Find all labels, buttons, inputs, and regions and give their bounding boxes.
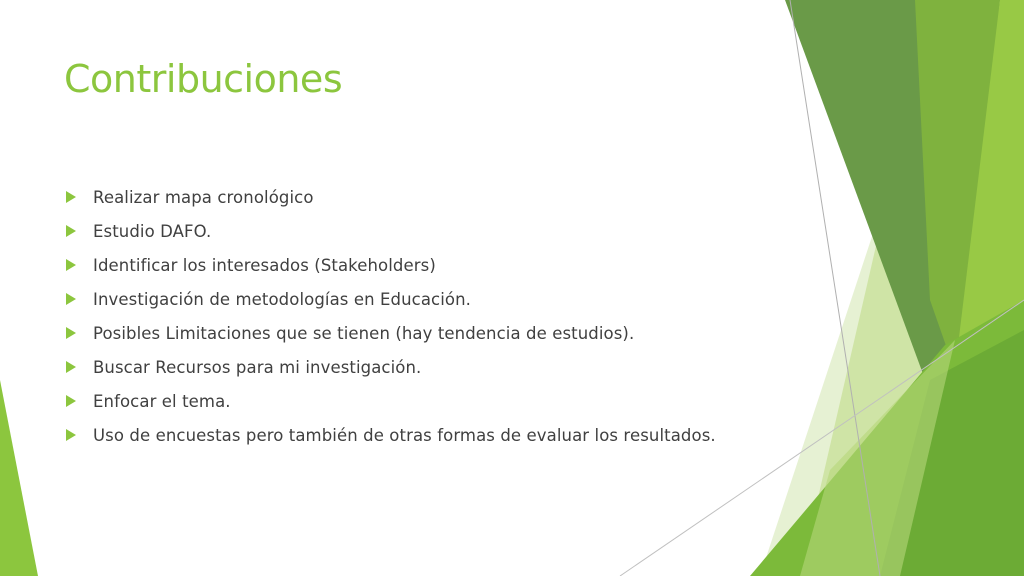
bullet-text: Estudio DAFO. (93, 221, 212, 241)
triangle-right-icon (66, 191, 76, 203)
bullet-text: Realizar mapa cronológico (93, 187, 314, 207)
bullet-text: Identificar los interesados (Stakeholders) (93, 255, 436, 275)
left-green-sliver (0, 380, 38, 576)
bullet-item (64, 418, 764, 452)
triangle-right-icon (66, 361, 76, 373)
triangle-right-icon (66, 259, 76, 271)
triangle-right-icon (66, 327, 76, 339)
slide-title: Contribuciones (64, 57, 343, 101)
triangle-right-icon (66, 225, 76, 237)
bullet-text: Buscar Recursos para mi investigación. (93, 357, 422, 377)
bullet-item (64, 248, 764, 282)
triangle-right-icon (66, 395, 76, 407)
bullet-text: Investigación de metodologías en Educación. (93, 289, 471, 309)
bullet-item (64, 214, 764, 248)
bullet-item (64, 180, 764, 214)
triangle-right-icon (66, 429, 76, 441)
bullet-text: Posibles Limitaciones que se tienen (hay tendencia de estudios). (93, 323, 635, 343)
bullet-item (64, 384, 764, 418)
bullet-item (64, 282, 764, 316)
bullet-item (64, 316, 764, 350)
bullet-text: Enfocar el tema. (93, 391, 231, 411)
bullet-list (64, 180, 764, 452)
bullet-text: Uso de encuestas pero también de otras formas de evaluar los resultados. (93, 425, 716, 445)
triangle-right-icon (66, 293, 76, 305)
bullet-item (64, 350, 764, 384)
